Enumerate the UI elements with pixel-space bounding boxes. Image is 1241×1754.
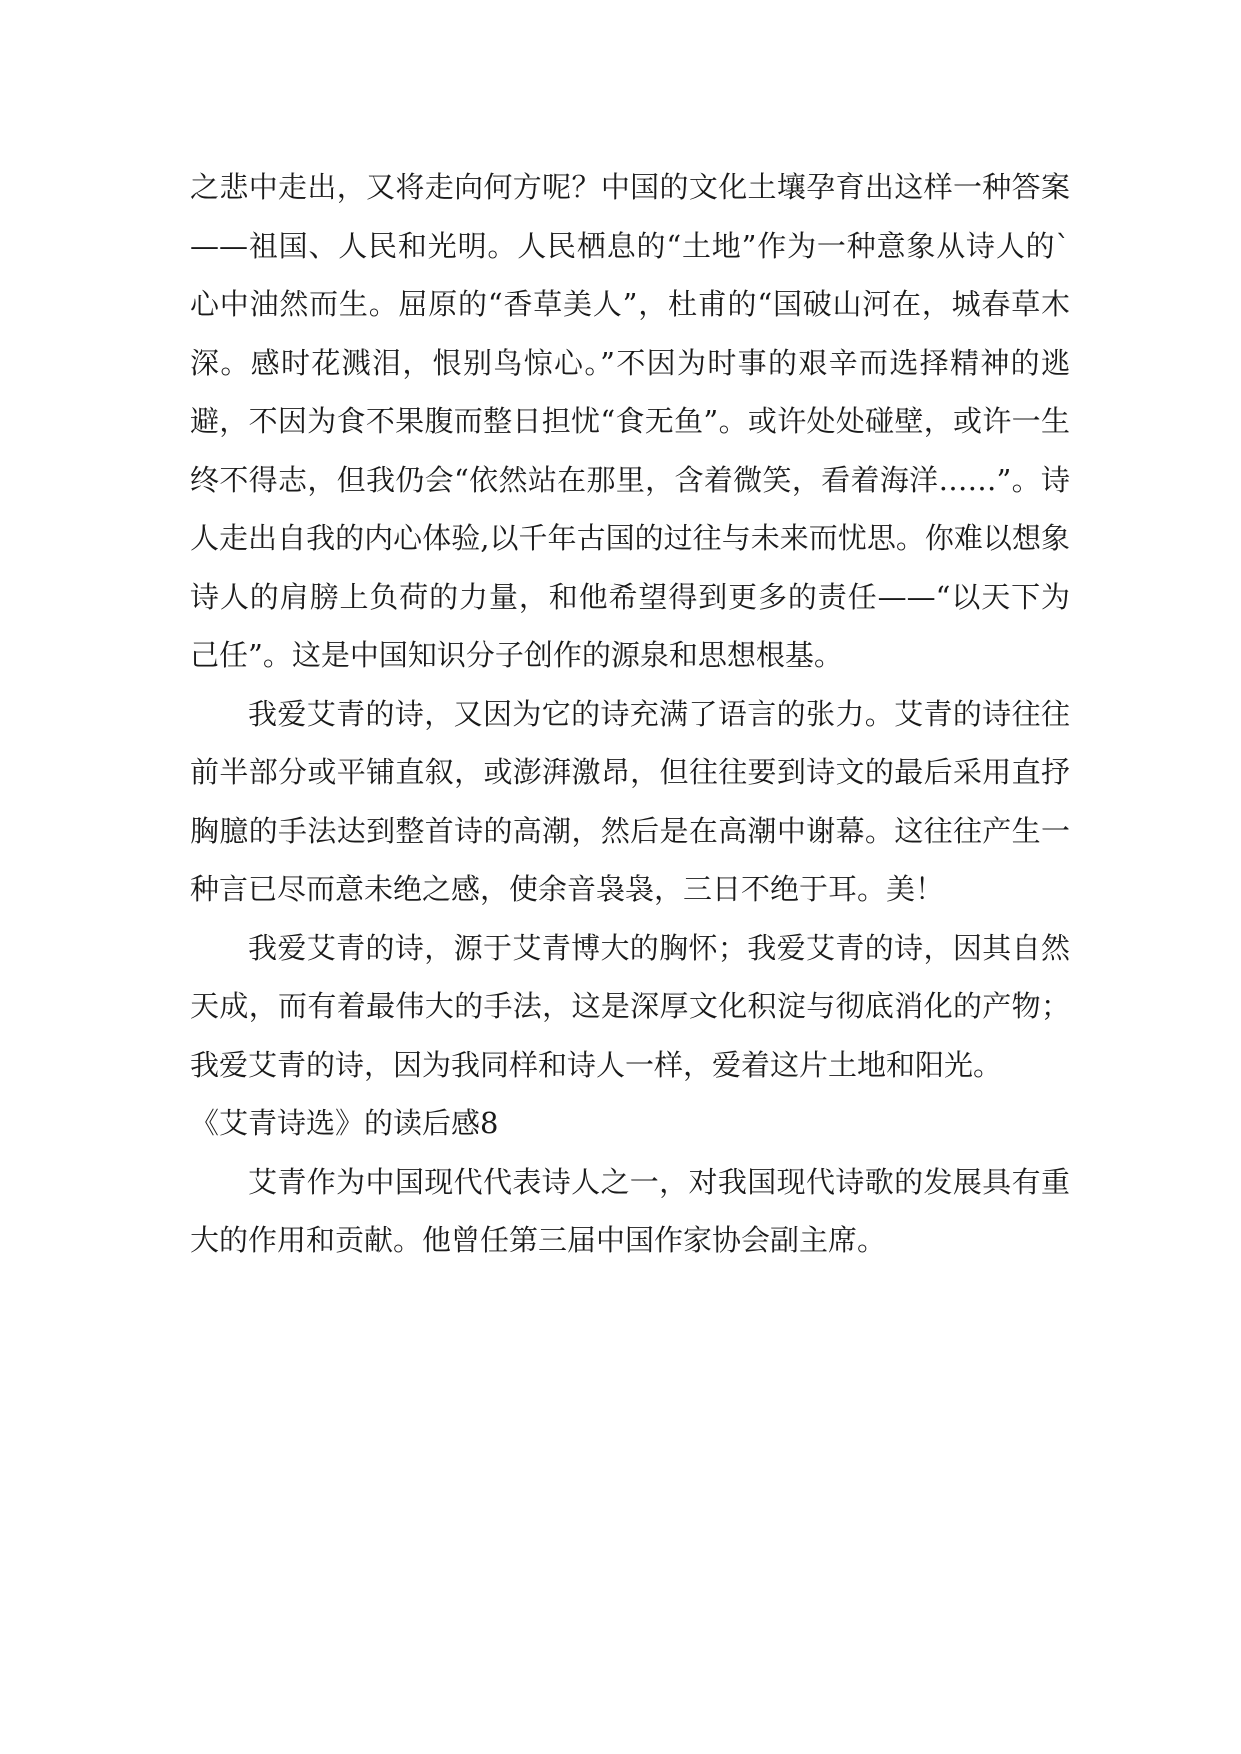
paragraph-intro-aiqing: 艾青作为中国现代代表诗人之一，对我国现代诗歌的发展具有重大的作用和贡献。他曾任第三届中国作家协会副主席。 [190, 1164, 1070, 1257]
paragraph-language-tension: 我爱艾青的诗，又因为它的诗充满了语言的张力。艾青的诗往往前半部分或平铺直叙，或澎湃激昂，但往往要到诗文的最后采用直抒胸臆的手法达到整首诗的高潮，然后是在高潮中谢幕。这往往产生一种言已尽而意未绝之感，使余音袅袅，三日不绝于耳。美！ [190, 696, 1070, 906]
section-heading: 《艾青诗选》的读后感8 [190, 1106, 499, 1140]
paragraph-continuation: 之悲中走出，又将走向何方呢？中国的文化土壤孕育出这样一种答案——祖国、人民和光明。人民栖息的“土地”作为一种意象从诗人的`心中油然而生。屈原的“香草美人”，杜甫的“国破山河在，城春草木深。感时花溅泪，恨别鸟惊心。”不因为时事的艰辛而选择精神的逃避，不因为食不果腹而整日担忧“食无鱼”。或许处处碰壁，或许一生终不得志，但我仍会“依然站在那里，含着微笑，看着海洋……”。诗人走出自我的内心体验,以千年古国的过往与未来而忧思。你难以想象诗人的肩膀上负荷的力量，和他希望得到更多的责任——“以天下为己任”。这是中国知识分子创作的源泉和思想根基。 [190, 170, 1070, 672]
paragraph-conclusion: 我爱艾青的诗，源于艾青博大的胸怀；我爱艾青的诗，因其自然天成，而有着最伟大的手法，这是深厚文化积淀与彻底消化的产物； 我爱艾青的诗，因为我同样和诗人一样，爱着这片土地和阳光。 [190, 930, 1070, 1082]
document-page [190, 158, 1070, 1270]
